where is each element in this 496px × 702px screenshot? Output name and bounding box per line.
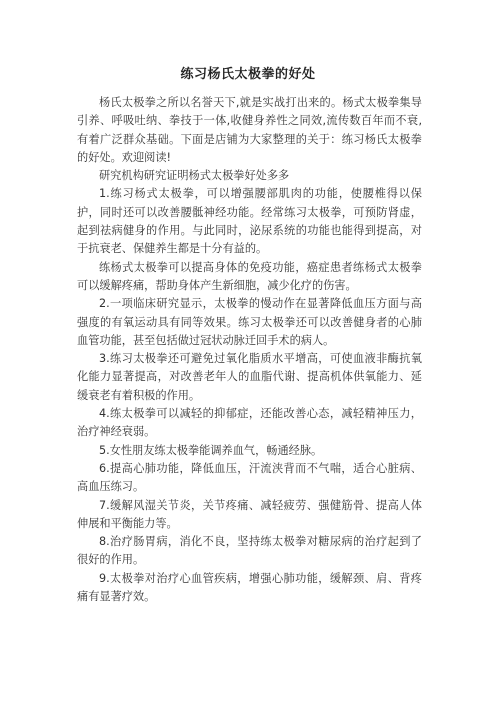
- benefit-paragraph-5: 5.女性朋友练太极拳能调养血气，畅通经脉。: [99, 443, 323, 457]
- benefit-paragraph-9: 9.太极拳对治疗心血管疾病，增强心肺功能，缓解颈、肩、背疼痛有显著疗效。: [77, 571, 422, 604]
- benefit-paragraph-1b: 练杨式太极拳可以提高身体的免疫功能，癌症患者练杨式太极拳可以缓解疼痛，帮助身体产生新细胞，减少化疗的伤害。: [77, 260, 422, 292]
- benefit-paragraph-1: 1.练习杨式太极拳，可以增强腰部肌肉的功能，使腰椎得以保护，同时还可以改善腰骶神经功能。经常练习太极拳，可预防肾虚，起到祛病健身的作用。与此同时，泌尿系统的功能也能得到提高，对于抗衰老、保健养生都是十分有益的。: [77, 187, 422, 256]
- document-body: [77, 94, 422, 606]
- benefit-paragraph-7: 7.缓解风湿关节炎，关节疼痛、减轻疲劳、强健筋骨、提高人体伸展和平衡能力等。: [77, 498, 422, 530]
- intro-paragraph: 杨氏太极拳之所以名誉天下,就是实战打出来的。杨式太极拳集导引养、呼吸吐纳、拳技于一体,收健身养性之同效,流传数百年而不衰,有着广泛群众基础。下面是店铺为大家整理的关于：练习杨氏太极拳的好处。欢迎阅读!: [77, 96, 422, 164]
- document-title: 练习杨氏太极拳的好处: [180, 67, 316, 82]
- benefit-paragraph-8: 8.治疗肠胃病，消化不良，坚持练太极拳对糖尿病的治疗起到了很好的作用。: [77, 535, 422, 567]
- section-heading: 研究机构研究证明杨式太极拳好处多多: [99, 169, 290, 183]
- benefit-paragraph-2: 2.一项临床研究显示，太极拳的慢动作在显著降低血压方面与高强度的有氧运动具有同等效果。练习太极拳还可以改善健身者的心肺血管功能，甚至包括做过冠状动脉迁回手术的病人。: [77, 297, 422, 347]
- benefit-paragraph-4: 4.练太极拳可以减轻的抑郁症，还能改善心态，减轻精神压力，治疗神经衰弱。: [77, 407, 422, 439]
- benefit-paragraph-6: 6.提高心肺功能，降低血压，汗流浃背而不气喘，适合心脏病、高血压练习。: [77, 461, 422, 494]
- benefit-paragraph-3: 3.练习太极拳还可避免过氧化脂质水平增高，可使血液非酶抗氧化能力显著提高，对改善老年人的血脂代谢、提高机体供氧能力、延缓衰老有着积极的作用。: [77, 352, 422, 402]
